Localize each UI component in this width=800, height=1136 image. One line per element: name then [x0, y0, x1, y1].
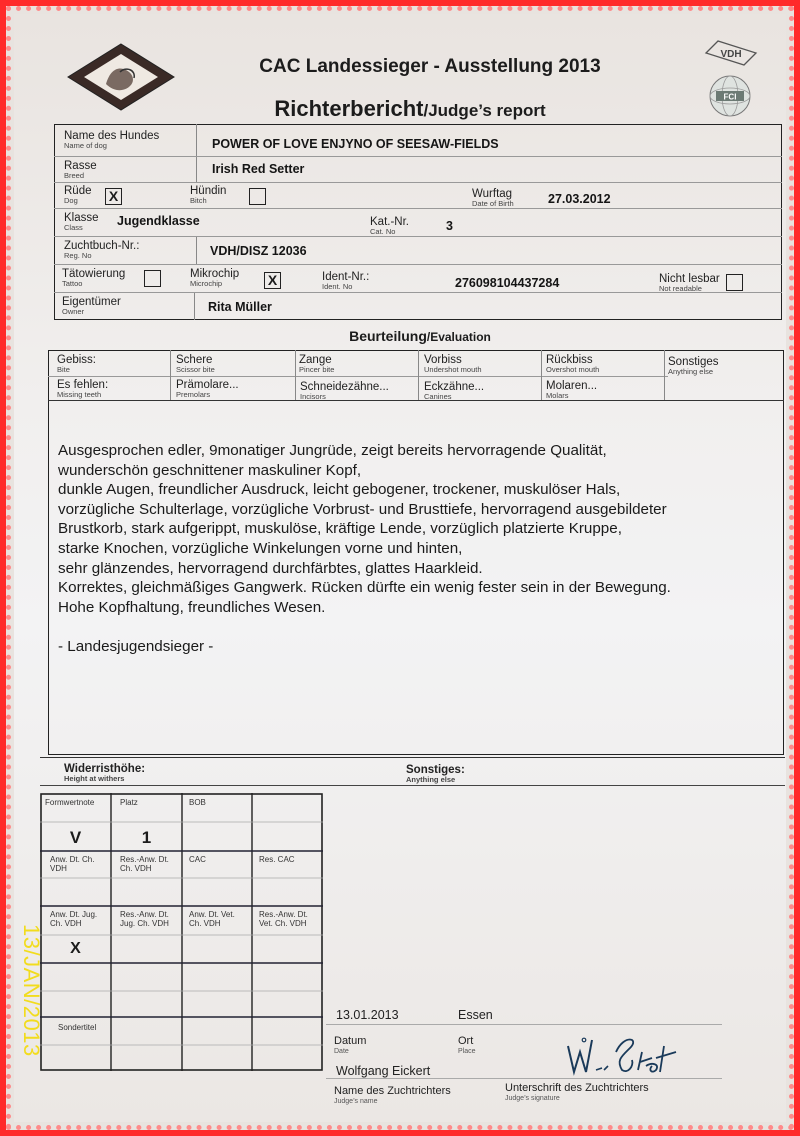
- label-de: Name des Hundes: [64, 130, 160, 142]
- label-en: Pincer bite: [299, 365, 335, 374]
- cat-no-value: 3: [446, 219, 453, 233]
- divider: [194, 292, 195, 320]
- divider: [54, 208, 782, 209]
- dog-name-label: [64, 130, 159, 150]
- result-cell-label: BOB: [189, 798, 206, 807]
- result-cell-label: Anw. Dt. Jug. Ch. VDH: [50, 910, 98, 928]
- report-date: 13.01.2013: [336, 1008, 399, 1022]
- label-de: Rasse: [64, 160, 97, 172]
- evaluation-title-en: /Evaluation: [426, 330, 491, 344]
- bite-label: [57, 354, 96, 374]
- place-label: [458, 1036, 476, 1056]
- result-cell-label: Res.-Anw. Dt. Jug. Ch. VDH: [120, 910, 169, 928]
- label-de: Klasse: [64, 212, 99, 224]
- owner-label: [62, 296, 121, 316]
- microchip-checkbox[interactable]: X: [264, 272, 281, 289]
- label-de: Hündin: [190, 185, 227, 197]
- missing-teeth-label: [57, 379, 108, 399]
- label-de: Rückbiss: [546, 354, 593, 366]
- divider: [196, 124, 197, 156]
- youth-champion-mark: X: [70, 940, 81, 957]
- label-de: Wurftag: [472, 188, 513, 200]
- evaluation-title-de: Beurteilung: [349, 328, 427, 344]
- label-de: Sonstiges: [668, 356, 719, 368]
- signature-label: [505, 1083, 649, 1103]
- label-en: Anything else: [406, 775, 456, 784]
- label-de: Tätowierung: [62, 268, 126, 280]
- judge-name-label: [334, 1086, 451, 1106]
- result-cell-label: Formwertnote: [45, 798, 95, 807]
- evaluation-heading: [0, 328, 800, 344]
- label-en: Scissor bite: [176, 365, 215, 374]
- label-en: Microchip: [190, 279, 223, 288]
- label-de: Molaren...: [546, 380, 598, 392]
- label-de: Ort: [458, 1035, 474, 1047]
- result-cell-label: CAC: [189, 855, 206, 864]
- judge-report-text: Ausgesprochen edler, 9monatiger Jungrüde, zeigt bereits hervorragende Qualität, wunderschön geschnittener maskuliner Kopf, dunkle Augen, freundlicher Ausdruck, leicht gebogener, trockener, muskulöser Hals, vorzügliche Schulterlage, vorzügliche Vorbrust- und Brusttiefe, hervorragend ausgebildeter Brustkorb, stark aufgerippt, muskulöse, kräftige Lende, vorzüglich platzierte Kruppe, starke Knochen, vorzügliche Winkelungen vorne und hinten, sehr glänzendes, hervorragend durchfärbtes, glattes Haarkleid. Korrektes, gleichmäßiges Gangwerk. Rücken dürfte ein wenig fester sein in der Bewegung. Hohe Kopfhaltung, freundliches Wesen. - Landesjugendsieger -: [58, 442, 671, 655]
- result-cell-label: Res.-Anw. Dt. Vet. Ch. VDH: [259, 910, 308, 928]
- divider: [541, 350, 542, 400]
- label-en: Judge’s signature: [505, 1095, 560, 1102]
- label-en: Bite: [57, 365, 70, 374]
- divider: [196, 236, 197, 264]
- label-de: Schneidezähne...: [300, 381, 389, 393]
- divider: [196, 156, 197, 182]
- report-title: [0, 96, 800, 122]
- label-en: Date: [334, 1048, 349, 1055]
- label-en: Canines: [424, 392, 452, 401]
- label-de: Zuchtbuch-Nr.:: [64, 240, 140, 252]
- result-cell-label: Sondertitel: [58, 1023, 97, 1032]
- tattoo-label: [62, 268, 125, 288]
- divider: [54, 156, 782, 157]
- placement-value: 1: [141, 828, 152, 847]
- results-grid: [40, 793, 323, 1071]
- divider: [170, 350, 171, 400]
- label-de: Name des Zuchtrichters: [334, 1085, 451, 1097]
- divider: [40, 757, 785, 758]
- bite-undershot[interactable]: [424, 354, 482, 374]
- dob-label: [472, 188, 514, 208]
- female-checkbox[interactable]: [249, 188, 266, 205]
- vdh-logo-text: VDH: [720, 49, 742, 60]
- grade-value: V: [69, 828, 82, 847]
- label-en: Overshot mouth: [546, 365, 600, 374]
- label-en: Cat. No: [370, 227, 396, 236]
- breed-value: Irish Red Setter: [212, 162, 305, 176]
- label-en: Name of dog: [64, 141, 107, 150]
- cat-no-label: [370, 216, 409, 236]
- divider: [295, 350, 296, 400]
- divider: [48, 400, 784, 401]
- label-en: Premolars: [176, 390, 211, 399]
- divider: [54, 264, 782, 265]
- label-de: Eckzähne...: [424, 381, 485, 393]
- label-en: Tattoo: [62, 279, 83, 288]
- label-de: Vorbiss: [424, 354, 462, 366]
- label-en: Height at withers: [64, 774, 125, 783]
- report-title-de: Richterbericht: [274, 96, 424, 121]
- event-title: CAC Landessieger - Ausstellung 2013: [259, 56, 601, 77]
- label-en: Owner: [62, 307, 85, 316]
- label-de: Widerristhöhe:: [64, 763, 146, 775]
- breed-label: [64, 160, 97, 180]
- bite-other[interactable]: [668, 356, 719, 376]
- divider: [326, 1024, 722, 1025]
- result-cell-label: Res.-Anw. Dt. Ch. VDH: [120, 855, 169, 873]
- report-title-en: /Judge’s report: [423, 101, 546, 120]
- label-de: Ident-Nr.:: [322, 271, 370, 283]
- bite-scissor[interactable]: [176, 354, 215, 374]
- fci-logo: [708, 74, 752, 118]
- missing-molars[interactable]: [546, 380, 597, 400]
- missing-premolars[interactable]: [176, 379, 239, 399]
- microchip-label: [190, 268, 239, 288]
- label-de: Rüde: [64, 185, 92, 197]
- bite-overshot[interactable]: [546, 354, 599, 374]
- other-label: [406, 764, 465, 784]
- result-cell-label: Res. CAC: [259, 855, 295, 864]
- male-checkbox[interactable]: X: [105, 188, 122, 205]
- fci-logo-text: FCI: [723, 92, 737, 102]
- class-value: Jugendklasse: [117, 214, 200, 228]
- ident-no-label: [322, 271, 369, 291]
- label-en: Incisors: [300, 392, 326, 401]
- label-de: Mikrochip: [190, 268, 240, 280]
- missing-incisors[interactable]: [300, 381, 389, 401]
- male-label: [64, 185, 92, 205]
- label-en: Missing teeth: [57, 390, 102, 399]
- label-en: Molars: [546, 391, 569, 400]
- photo-date-stamp: 13/JAN/2013: [19, 924, 44, 1057]
- label-de: Schere: [176, 354, 213, 366]
- judge-name: Wolfgang Eickert: [336, 1064, 431, 1078]
- date-label: [334, 1036, 366, 1056]
- label-de: Eigentümer: [62, 296, 121, 308]
- judge-signature: [560, 1030, 690, 1078]
- divider: [48, 376, 668, 377]
- divider: [664, 350, 665, 400]
- divider: [418, 350, 419, 400]
- missing-canines[interactable]: [424, 381, 484, 401]
- label-en: Judge’s name: [334, 1098, 378, 1105]
- label-en: Bitch: [190, 196, 207, 205]
- dob-value: 27.03.2012: [548, 192, 611, 206]
- female-label: [190, 185, 226, 205]
- dog-name-value: POWER OF LOVE ENJYNO OF SEESAW-FIELDS: [212, 137, 499, 151]
- label-en: Not readable: [659, 284, 702, 293]
- not-readable-label: [659, 273, 720, 293]
- label-de: Unterschrift des Zuchtrichters: [505, 1082, 649, 1094]
- label-en: Reg. No: [64, 251, 92, 260]
- label-en: Date of Birth: [472, 199, 514, 208]
- divider: [54, 182, 782, 183]
- class-label: [64, 212, 99, 232]
- label-de: Kat.-Nr.: [370, 216, 409, 228]
- label-en: Breed: [64, 171, 85, 180]
- label-de: Es fehlen:: [57, 379, 109, 391]
- label-en: Anything else: [668, 367, 714, 376]
- result-cell-label: Anw. Dt. Ch. VDH: [50, 855, 95, 873]
- divider: [40, 785, 785, 786]
- label-de: Nicht lesbar: [659, 273, 720, 285]
- label-de: Gebiss:: [57, 354, 96, 366]
- label-en: Class: [64, 223, 83, 232]
- bite-pincer[interactable]: [299, 354, 334, 374]
- reg-no-value: VDH/DISZ 12036: [210, 244, 307, 258]
- height-at-withers-label: [64, 763, 145, 783]
- vdh-logo: [704, 38, 758, 68]
- result-cell-label: Platz: [120, 798, 138, 807]
- tattoo-checkbox[interactable]: [144, 270, 161, 287]
- divider: [54, 236, 782, 237]
- result-cell-label: Anw. Dt. Vet. Ch. VDH: [189, 910, 235, 928]
- label-de: Datum: [334, 1035, 367, 1047]
- label-en: Dog: [64, 196, 78, 205]
- label-de: Zange: [299, 354, 332, 366]
- ident-no-value: 276098104437284: [455, 276, 560, 290]
- label-en: Ident. No: [322, 282, 353, 291]
- reg-no-label: [64, 240, 139, 260]
- label-de: Prämolare...: [176, 379, 239, 391]
- divider: [326, 1078, 722, 1079]
- label-en: Undershot mouth: [424, 365, 482, 374]
- label-de: Sonstiges:: [406, 764, 465, 776]
- owner-value: Rita Müller: [208, 300, 272, 314]
- label-en: Place: [458, 1048, 476, 1055]
- not-readable-checkbox[interactable]: [726, 274, 743, 291]
- report-place: Essen: [458, 1008, 493, 1022]
